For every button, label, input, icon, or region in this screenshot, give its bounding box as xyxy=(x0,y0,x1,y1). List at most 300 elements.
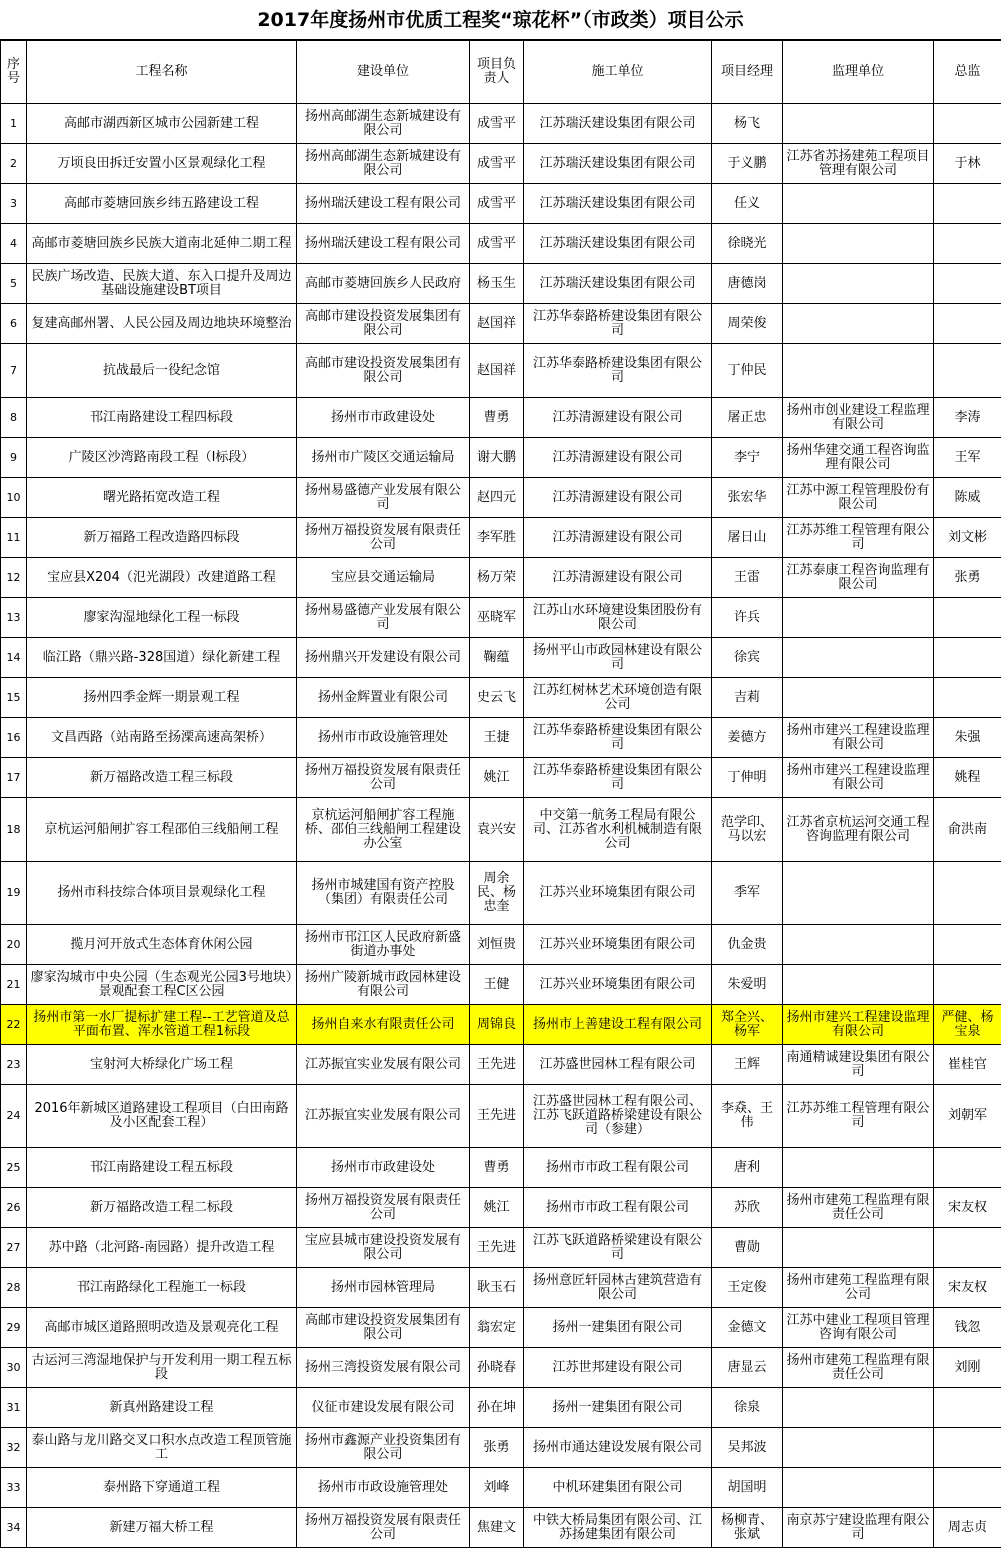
cell-project-name: 泰山路与龙川路交叉口积水点改造工程顶管施工 xyxy=(27,1428,297,1468)
header-project-name: 工程名称 xyxy=(27,41,297,104)
cell-contractor: 中机环建集团有限公司 xyxy=(524,1468,712,1508)
cell-contractor: 江苏华泰路桥建设集团有限公司 xyxy=(524,718,712,758)
cell-supervisor xyxy=(783,925,934,965)
cell-supervisor: 扬州市建兴工程建设监理有限公司 xyxy=(783,1005,934,1045)
cell-supervisor xyxy=(783,104,934,144)
cell-owner: 宝应县城市建设投资发展有限公司 xyxy=(297,1228,470,1268)
cell-supervisor: 南通精诚建设集团有限公司 xyxy=(783,1045,934,1085)
cell-contractor: 扬州意匠轩园林古建筑营造有限公司 xyxy=(524,1268,712,1308)
cell-contractor: 江苏世邦建设有限公司 xyxy=(524,1348,712,1388)
cell-owner-lead: 史云飞 xyxy=(470,678,524,718)
cell-owner-lead: 王先进 xyxy=(470,1045,524,1085)
table-row xyxy=(1,1268,1001,1308)
table-row xyxy=(1,478,1001,518)
cell-supervisor: 南京苏宁建设监理有限公司 xyxy=(783,1508,934,1548)
cell-contractor: 扬州市上善建设工程有限公司 xyxy=(524,1005,712,1045)
cell-chief-supervisor: 刘朝军 xyxy=(934,1085,1001,1148)
header-supervisor: 监理单位 xyxy=(783,41,934,104)
cell-project-manager: 曹勋 xyxy=(712,1228,783,1268)
cell-supervisor xyxy=(783,965,934,1005)
cell-supervisor: 江苏苏维工程管理有限公司 xyxy=(783,1085,934,1148)
cell-project-name: 临江路（鼎兴路-328国道）绿化新建工程 xyxy=(27,638,297,678)
cell-project-name: 邗江南路绿化工程施工一标段 xyxy=(27,1268,297,1308)
cell-project-manager: 于义鹏 xyxy=(712,144,783,184)
cell-project-manager: 徐泉 xyxy=(712,1388,783,1428)
cell-project-manager: 杨飞 xyxy=(712,104,783,144)
header-owner: 建设单位 xyxy=(297,41,470,104)
cell-project-name: 宝应县X204（氾光湖段）改建道路工程 xyxy=(27,558,297,598)
cell-project-manager: 唐德岗 xyxy=(712,264,783,304)
cell-chief-supervisor xyxy=(934,1428,1001,1468)
cell-project-manager: 姜德方 xyxy=(712,718,783,758)
table-row xyxy=(1,1508,1001,1548)
cell-index: 25 xyxy=(1,1148,27,1188)
cell-supervisor xyxy=(783,862,934,925)
cell-owner-lead: 成雪平 xyxy=(470,224,524,264)
cell-owner-lead: 孙晓春 xyxy=(470,1348,524,1388)
cell-owner-lead: 成雪平 xyxy=(470,144,524,184)
cell-project-name: 高邮市城区道路照明改造及景观亮化工程 xyxy=(27,1308,297,1348)
cell-project-manager: 屠正忠 xyxy=(712,398,783,438)
cell-project-manager: 丁伸明 xyxy=(712,758,783,798)
cell-contractor: 江苏华泰路桥建设集团有限公司 xyxy=(524,758,712,798)
cell-project-manager: 丁仲民 xyxy=(712,344,783,398)
table-row xyxy=(1,1045,1001,1085)
cell-owner-lead: 李军胜 xyxy=(470,518,524,558)
cell-contractor: 江苏清源建设有限公司 xyxy=(524,518,712,558)
table-row xyxy=(1,1388,1001,1428)
cell-index: 6 xyxy=(1,304,27,344)
cell-chief-supervisor: 崔桂官 xyxy=(934,1045,1001,1085)
header-chief-supervisor: 总监 xyxy=(934,41,1001,104)
cell-owner: 扬州万福投资发展有限责任公司 xyxy=(297,1508,470,1548)
cell-index: 12 xyxy=(1,558,27,598)
cell-owner: 扬州三湾投资发展有限公司 xyxy=(297,1348,470,1388)
cell-index: 26 xyxy=(1,1188,27,1228)
cell-index: 29 xyxy=(1,1308,27,1348)
cell-contractor: 扬州市市政工程有限公司 xyxy=(524,1148,712,1188)
cell-contractor: 江苏兴业环境集团有限公司 xyxy=(524,925,712,965)
cell-index: 9 xyxy=(1,438,27,478)
cell-project-manager: 季军 xyxy=(712,862,783,925)
table-row xyxy=(1,1308,1001,1348)
cell-owner-lead: 成雪平 xyxy=(470,184,524,224)
cell-owner-lead: 杨万荣 xyxy=(470,558,524,598)
cell-owner-lead: 姚江 xyxy=(470,758,524,798)
cell-index: 10 xyxy=(1,478,27,518)
cell-owner-lead: 周锦良 xyxy=(470,1005,524,1045)
cell-supervisor xyxy=(783,304,934,344)
cell-project-manager: 张宏华 xyxy=(712,478,783,518)
cell-project-name: 新万福路改造工程二标段 xyxy=(27,1188,297,1228)
cell-chief-supervisor xyxy=(934,1228,1001,1268)
cell-chief-supervisor: 宋友权 xyxy=(934,1268,1001,1308)
cell-contractor: 江苏清源建设有限公司 xyxy=(524,398,712,438)
cell-project-name: 扬州四季金辉一期景观工程 xyxy=(27,678,297,718)
cell-chief-supervisor: 张勇 xyxy=(934,558,1001,598)
cell-chief-supervisor xyxy=(934,224,1001,264)
cell-owner: 扬州瑞沃建设工程有限公司 xyxy=(297,224,470,264)
cell-owner: 京杭运河船闸扩容工程施桥、邵伯三线船闸工程建设办公室 xyxy=(297,798,470,862)
cell-owner-lead: 孙在坤 xyxy=(470,1388,524,1428)
cell-supervisor: 扬州市建兴工程建设监理有限公司 xyxy=(783,758,934,798)
cell-chief-supervisor xyxy=(934,1148,1001,1188)
cell-index: 17 xyxy=(1,758,27,798)
table-row xyxy=(1,1228,1001,1268)
table-row xyxy=(1,438,1001,478)
cell-index: 21 xyxy=(1,965,27,1005)
cell-project-manager: 吉莉 xyxy=(712,678,783,718)
cell-chief-supervisor xyxy=(934,344,1001,398)
cell-project-manager: 王辉 xyxy=(712,1045,783,1085)
cell-project-manager: 苏欣 xyxy=(712,1188,783,1228)
cell-index: 5 xyxy=(1,264,27,304)
cell-owner: 扬州市园林管理局 xyxy=(297,1268,470,1308)
table-row xyxy=(1,184,1001,224)
cell-supervisor xyxy=(783,678,934,718)
cell-project-name: 新真州路建设工程 xyxy=(27,1388,297,1428)
cell-project-name: 新万福路改造工程三标段 xyxy=(27,758,297,798)
table-row xyxy=(1,224,1001,264)
cell-owner-lead: 刘恒贵 xyxy=(470,925,524,965)
cell-owner: 高邮市菱塘回族乡人民政府 xyxy=(297,264,470,304)
cell-project-name: 高邮市菱塘回族乡民族大道南北延伸二期工程 xyxy=(27,224,297,264)
cell-chief-supervisor: 于林 xyxy=(934,144,1001,184)
cell-owner: 扬州易盛德产业发展有限公司 xyxy=(297,478,470,518)
cell-contractor: 江苏清源建设有限公司 xyxy=(524,558,712,598)
cell-chief-supervisor: 周志贞 xyxy=(934,1508,1001,1548)
cell-owner: 扬州易盛德产业发展有限公司 xyxy=(297,598,470,638)
cell-chief-supervisor xyxy=(934,1388,1001,1428)
cell-owner-lead: 赵四元 xyxy=(470,478,524,518)
cell-project-manager: 吴邦波 xyxy=(712,1428,783,1468)
cell-chief-supervisor: 严健、杨宝泉 xyxy=(934,1005,1001,1045)
cell-supervisor xyxy=(783,264,934,304)
cell-owner-lead: 王先进 xyxy=(470,1228,524,1268)
cell-owner-lead: 袁兴安 xyxy=(470,798,524,862)
cell-owner: 高邮市建设投资发展集团有限公司 xyxy=(297,344,470,398)
cell-owner: 扬州自来水有限责任公司 xyxy=(297,1005,470,1045)
cell-chief-supervisor: 姚程 xyxy=(934,758,1001,798)
cell-contractor: 中交第一航务工程局有限公司、江苏省水利机械制造有限公司 xyxy=(524,798,712,862)
cell-contractor: 中铁大桥局集团有限公司、江苏扬建集团有限公司 xyxy=(524,1508,712,1548)
cell-project-name: 新万福路工程改造路四标段 xyxy=(27,518,297,558)
cell-index: 33 xyxy=(1,1468,27,1508)
cell-supervisor: 扬州市创业建设工程监理有限公司 xyxy=(783,398,934,438)
cell-project-name: 扬州市科技综合体项目景观绿化工程 xyxy=(27,862,297,925)
cell-supervisor: 江苏泰康工程咨询监理有限公司 xyxy=(783,558,934,598)
cell-chief-supervisor: 俞洪南 xyxy=(934,798,1001,862)
cell-project-manager: 徐宾 xyxy=(712,638,783,678)
cell-project-name: 宝射河大桥绿化广场工程 xyxy=(27,1045,297,1085)
cell-chief-supervisor: 刘文彬 xyxy=(934,518,1001,558)
cell-project-manager: 任义 xyxy=(712,184,783,224)
cell-project-name: 高邮市菱塘回族乡纬五路建设工程 xyxy=(27,184,297,224)
cell-index: 23 xyxy=(1,1045,27,1085)
cell-chief-supervisor xyxy=(934,925,1001,965)
cell-owner: 宝应县交通运输局 xyxy=(297,558,470,598)
projects-table xyxy=(0,40,1001,1548)
page-title: 2017年度扬州市优质工程奖“琼花杯”（市政类）项目公示 xyxy=(0,0,1001,40)
cell-index: 22 xyxy=(1,1005,27,1045)
cell-owner-lead: 成雪平 xyxy=(470,104,524,144)
cell-owner: 扬州万福投资发展有限责任公司 xyxy=(297,1188,470,1228)
cell-project-name: 扬州市第一水厂提标扩建工程--工艺管道及总平面布置、浑水管道工程1标段 xyxy=(27,1005,297,1045)
table-row xyxy=(1,558,1001,598)
cell-index: 32 xyxy=(1,1428,27,1468)
cell-project-manager: 屠日山 xyxy=(712,518,783,558)
cell-supervisor xyxy=(783,1428,934,1468)
table-row xyxy=(1,1085,1001,1148)
cell-index: 34 xyxy=(1,1508,27,1548)
cell-owner: 扬州市城建国有资产控股（集团）有限责任公司 xyxy=(297,862,470,925)
cell-supervisor xyxy=(783,638,934,678)
cell-owner-lead: 张勇 xyxy=(470,1428,524,1468)
table-row xyxy=(1,1005,1001,1045)
cell-project-manager: 范学印、马以宏 xyxy=(712,798,783,862)
cell-supervisor xyxy=(783,1228,934,1268)
cell-owner-lead: 翁宏定 xyxy=(470,1308,524,1348)
cell-index: 4 xyxy=(1,224,27,264)
cell-index: 3 xyxy=(1,184,27,224)
cell-owner-lead: 曹勇 xyxy=(470,398,524,438)
cell-contractor: 江苏瑞沃建设集团有限公司 xyxy=(524,144,712,184)
cell-index: 31 xyxy=(1,1388,27,1428)
cell-contractor: 扬州市通达建设发展有限公司 xyxy=(524,1428,712,1468)
cell-owner-lead: 巫晓军 xyxy=(470,598,524,638)
cell-owner-lead: 曹勇 xyxy=(470,1148,524,1188)
table-row xyxy=(1,344,1001,398)
cell-owner: 扬州金辉置业有限公司 xyxy=(297,678,470,718)
cell-contractor: 江苏兴业环境集团有限公司 xyxy=(524,862,712,925)
cell-contractor: 江苏山水环境建设集团股份有限公司 xyxy=(524,598,712,638)
cell-project-name: 曙光路拓宽改造工程 xyxy=(27,478,297,518)
cell-owner-lead: 姚江 xyxy=(470,1188,524,1228)
cell-chief-supervisor xyxy=(934,678,1001,718)
cell-supervisor: 扬州市建苑工程监理有限责任公司 xyxy=(783,1188,934,1228)
cell-project-manager: 唐显云 xyxy=(712,1348,783,1388)
cell-owner-lead: 焦建文 xyxy=(470,1508,524,1548)
cell-owner: 扬州市广陵区交通运输局 xyxy=(297,438,470,478)
cell-chief-supervisor xyxy=(934,638,1001,678)
cell-project-name: 廖家沟城市中央公园（生态观光公园3号地块）景观配套工程C区公园 xyxy=(27,965,297,1005)
cell-project-manager: 郑全兴、杨军 xyxy=(712,1005,783,1045)
cell-project-manager: 徐晓光 xyxy=(712,224,783,264)
table-row xyxy=(1,598,1001,638)
cell-project-manager: 仇金贵 xyxy=(712,925,783,965)
table-row xyxy=(1,1188,1001,1228)
cell-supervisor: 扬州华建交通工程咨询监理有限公司 xyxy=(783,438,934,478)
cell-owner: 扬州高邮湖生态新城建设有限公司 xyxy=(297,104,470,144)
table-row xyxy=(1,718,1001,758)
cell-owner: 扬州市市政设施管理处 xyxy=(297,718,470,758)
cell-project-name: 复建高邮州署、人民公园及周边地块环境整治 xyxy=(27,304,297,344)
table-row xyxy=(1,104,1001,144)
cell-supervisor xyxy=(783,1468,934,1508)
cell-project-manager: 王定俊 xyxy=(712,1268,783,1308)
cell-contractor: 江苏盛世园林工程有限公司、江苏飞跃道路桥梁建设有限公司（参建） xyxy=(524,1085,712,1148)
cell-owner-lead: 刘峰 xyxy=(470,1468,524,1508)
table-row xyxy=(1,862,1001,925)
table-row xyxy=(1,1348,1001,1388)
table-row xyxy=(1,398,1001,438)
cell-contractor: 江苏清源建设有限公司 xyxy=(524,438,712,478)
cell-owner: 扬州瑞沃建设工程有限公司 xyxy=(297,184,470,224)
cell-owner: 扬州鼎兴开发建设有限公司 xyxy=(297,638,470,678)
cell-owner: 扬州万福投资发展有限责任公司 xyxy=(297,758,470,798)
cell-index: 2 xyxy=(1,144,27,184)
cell-index: 18 xyxy=(1,798,27,862)
cell-owner-lead: 周余民、杨忠奎 xyxy=(470,862,524,925)
cell-project-manager: 唐利 xyxy=(712,1148,783,1188)
cell-supervisor xyxy=(783,344,934,398)
cell-supervisor xyxy=(783,184,934,224)
cell-supervisor xyxy=(783,224,934,264)
cell-supervisor: 江苏中源工程管理股份有限公司 xyxy=(783,478,934,518)
table-row xyxy=(1,304,1001,344)
cell-owner: 扬州市邗江区人民政府新盛街道办事处 xyxy=(297,925,470,965)
cell-contractor: 江苏飞跃道路桥梁建设有限公司 xyxy=(524,1228,712,1268)
cell-contractor: 江苏清源建设有限公司 xyxy=(524,478,712,518)
cell-chief-supervisor xyxy=(934,264,1001,304)
cell-project-manager: 金德文 xyxy=(712,1308,783,1348)
cell-supervisor xyxy=(783,1388,934,1428)
table-row xyxy=(1,518,1001,558)
cell-owner: 江苏振宜实业发展有限公司 xyxy=(297,1085,470,1148)
cell-supervisor: 扬州市建苑工程监理有限责任公司 xyxy=(783,1348,934,1388)
cell-project-manager: 周荣俊 xyxy=(712,304,783,344)
cell-contractor: 扬州市市政工程有限公司 xyxy=(524,1188,712,1228)
cell-project-name: 文昌西路（站南路至扬溧高速高架桥） xyxy=(27,718,297,758)
header-contractor: 施工单位 xyxy=(524,41,712,104)
cell-project-name: 廖家沟湿地绿化工程一标段 xyxy=(27,598,297,638)
cell-chief-supervisor xyxy=(934,184,1001,224)
cell-project-manager: 李猋、王伟 xyxy=(712,1085,783,1148)
header-owner-lead: 项目负责人 xyxy=(470,41,524,104)
table-row xyxy=(1,925,1001,965)
cell-owner-lead: 王健 xyxy=(470,965,524,1005)
cell-owner-lead: 赵国祥 xyxy=(470,344,524,398)
cell-contractor: 江苏华泰路桥建设集团有限公司 xyxy=(524,344,712,398)
header-row xyxy=(1,41,1001,104)
cell-chief-supervisor: 陈威 xyxy=(934,478,1001,518)
cell-index: 14 xyxy=(1,638,27,678)
cell-project-name: 新建万福大桥工程 xyxy=(27,1508,297,1548)
table-row xyxy=(1,1468,1001,1508)
cell-supervisor xyxy=(783,1148,934,1188)
cell-index: 16 xyxy=(1,718,27,758)
cell-contractor: 江苏瑞沃建设集团有限公司 xyxy=(524,104,712,144)
cell-project-manager: 朱爱明 xyxy=(712,965,783,1005)
cell-owner-lead: 耿玉石 xyxy=(470,1268,524,1308)
cell-owner-lead: 谢大鹏 xyxy=(470,438,524,478)
cell-project-name: 民族广场改造、民族大道、东入口提升及周边基础设施建设BT项目 xyxy=(27,264,297,304)
cell-owner: 扬州市市政设施管理处 xyxy=(297,1468,470,1508)
cell-project-name: 抗战最后一役纪念馆 xyxy=(27,344,297,398)
cell-contractor: 江苏兴业环境集团有限公司 xyxy=(524,965,712,1005)
cell-owner: 高邮市建设投资发展集团有限公司 xyxy=(297,1308,470,1348)
cell-project-name: 古运河三湾湿地保护与开发利用一期工程五标段 xyxy=(27,1348,297,1388)
cell-supervisor: 江苏省苏扬建苑工程项目管理有限公司 xyxy=(783,144,934,184)
cell-owner: 扬州广陵新城市政园林建设有限公司 xyxy=(297,965,470,1005)
cell-owner: 扬州万福投资发展有限责任公司 xyxy=(297,518,470,558)
cell-contractor: 江苏瑞沃建设集团有限公司 xyxy=(524,224,712,264)
cell-supervisor: 扬州市建苑工程监理有限公司 xyxy=(783,1268,934,1308)
table-row xyxy=(1,1148,1001,1188)
cell-supervisor: 江苏中建业工程项目管理咨询有限公司 xyxy=(783,1308,934,1348)
cell-project-name: 邗江南路建设工程四标段 xyxy=(27,398,297,438)
cell-supervisor: 江苏苏维工程管理有限公司 xyxy=(783,518,934,558)
cell-contractor: 江苏瑞沃建设集团有限公司 xyxy=(524,264,712,304)
cell-chief-supervisor xyxy=(934,1468,1001,1508)
cell-index: 13 xyxy=(1,598,27,638)
cell-project-name: 高邮市湖西新区城市公园新建工程 xyxy=(27,104,297,144)
cell-index: 24 xyxy=(1,1085,27,1148)
cell-contractor: 江苏瑞沃建设集团有限公司 xyxy=(524,184,712,224)
cell-contractor: 扬州一建集团有限公司 xyxy=(524,1308,712,1348)
cell-supervisor: 江苏省京杭运河交通工程咨询监理有限公司 xyxy=(783,798,934,862)
cell-owner: 江苏振宜实业发展有限公司 xyxy=(297,1045,470,1085)
cell-project-manager: 李宁 xyxy=(712,438,783,478)
cell-project-name: 揽月河开放式生态体育休闲公园 xyxy=(27,925,297,965)
cell-supervisor: 扬州市建兴工程建设监理有限公司 xyxy=(783,718,934,758)
cell-index: 1 xyxy=(1,104,27,144)
cell-chief-supervisor: 王军 xyxy=(934,438,1001,478)
cell-owner: 仪征市建设发展有限公司 xyxy=(297,1388,470,1428)
cell-contractor: 扬州一建集团有限公司 xyxy=(524,1388,712,1428)
cell-index: 7 xyxy=(1,344,27,398)
cell-chief-supervisor xyxy=(934,304,1001,344)
cell-chief-supervisor xyxy=(934,104,1001,144)
cell-chief-supervisor xyxy=(934,965,1001,1005)
cell-owner-lead: 王先进 xyxy=(470,1085,524,1148)
cell-owner-lead: 鞠蕴 xyxy=(470,638,524,678)
table-row xyxy=(1,965,1001,1005)
cell-index: 19 xyxy=(1,862,27,925)
cell-project-name: 2016年新城区道路建设工程项目（白田南路及小区配套工程） xyxy=(27,1085,297,1148)
table-row xyxy=(1,264,1001,304)
cell-project-manager: 杨柳青、张斌 xyxy=(712,1508,783,1548)
cell-index: 8 xyxy=(1,398,27,438)
cell-chief-supervisor: 李涛 xyxy=(934,398,1001,438)
cell-owner-lead: 赵国祥 xyxy=(470,304,524,344)
cell-project-manager: 许兵 xyxy=(712,598,783,638)
cell-index: 30 xyxy=(1,1348,27,1388)
cell-owner: 扬州市鑫源产业投资集团有限公司 xyxy=(297,1428,470,1468)
cell-owner: 高邮市建设投资发展集团有限公司 xyxy=(297,304,470,344)
cell-owner-lead: 杨玉生 xyxy=(470,264,524,304)
table-row xyxy=(1,758,1001,798)
table-row xyxy=(1,1428,1001,1468)
cell-owner: 扬州高邮湖生态新城建设有限公司 xyxy=(297,144,470,184)
table-body xyxy=(1,104,1001,1548)
table-row xyxy=(1,798,1001,862)
cell-chief-supervisor: 钱忽 xyxy=(934,1308,1001,1348)
cell-supervisor xyxy=(783,598,934,638)
cell-index: 15 xyxy=(1,678,27,718)
cell-chief-supervisor: 朱强 xyxy=(934,718,1001,758)
cell-chief-supervisor xyxy=(934,598,1001,638)
cell-project-manager: 胡国明 xyxy=(712,1468,783,1508)
cell-project-name: 广陵区沙湾路南段工程（I标段） xyxy=(27,438,297,478)
cell-project-name: 邗江南路建设工程五标段 xyxy=(27,1148,297,1188)
cell-owner: 扬州市市政建设处 xyxy=(297,398,470,438)
header-index: 序号 xyxy=(1,41,27,104)
cell-index: 28 xyxy=(1,1268,27,1308)
cell-owner-lead: 王捷 xyxy=(470,718,524,758)
cell-project-name: 苏中路（北河路-南园路）提升改造工程 xyxy=(27,1228,297,1268)
cell-owner: 扬州市市政建设处 xyxy=(297,1148,470,1188)
